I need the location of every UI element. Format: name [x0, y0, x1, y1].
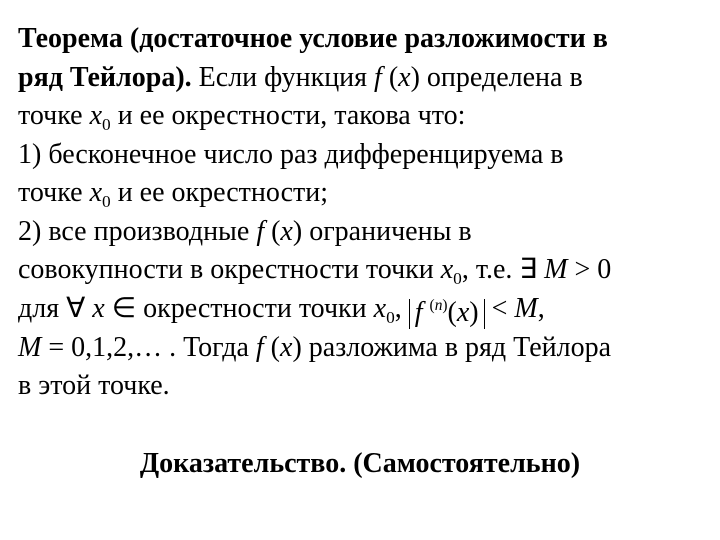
text: точке: [18, 100, 90, 131]
subscript: 0: [102, 192, 111, 212]
conclusion-line-2: в этой точке.: [18, 370, 170, 401]
math-x: x: [440, 254, 454, 285]
math-x: x: [280, 331, 293, 363]
text: Если функция: [191, 61, 375, 93]
text: для ∀: [18, 292, 93, 324]
theorem-title: Теорема (достаточное условие разложимости в: [18, 23, 608, 54]
text: = 0,1,2,… . Тогда: [41, 331, 256, 363]
math-x: x: [89, 177, 102, 208]
text: разложима в ряд Тейлора: [301, 331, 612, 363]
text: ограничены в: [302, 215, 472, 247]
text: и ее окрестности;: [110, 177, 329, 208]
math-x: x: [89, 100, 102, 131]
proof-heading: Доказательство. (Самостоятельно): [139, 448, 581, 479]
abs-derivative: f $^{(n)}$(x): [409, 299, 485, 329]
text: <: [484, 292, 515, 324]
math-x: x: [280, 215, 293, 247]
text: ∈ окрестности точки: [104, 292, 374, 324]
text: точке: [18, 177, 90, 208]
theorem-text: [18, 20, 708, 406]
math-M: M: [514, 292, 538, 324]
math-M: M: [18, 331, 42, 363]
text: 2) все производные: [18, 215, 257, 247]
math-x: x: [92, 292, 105, 324]
text: ,: [537, 292, 545, 324]
text: совокупности в окрестности точки: [18, 254, 441, 285]
theorem-line-3: [18, 97, 708, 136]
subscript: 0: [386, 307, 395, 327]
math-x: x: [373, 292, 387, 324]
condition-2-line-2: [18, 251, 708, 290]
math-f: f: [256, 215, 265, 247]
math-f: f: [255, 331, 264, 363]
derivative-order: (n): [429, 296, 448, 314]
subscript: 0: [102, 115, 111, 135]
condition-2-line-1: 2) все производные f (x) ограничены в: [18, 215, 472, 247]
condition-1-line-1: 1) бесконечное число раз дифференцируема в: [18, 138, 564, 170]
conclusion-line-1: M = 0,1,2,… . Тогда f (x) разложима в ряд Тейлора: [18, 331, 612, 363]
text: определена в: [419, 61, 583, 93]
math-M: M: [544, 254, 568, 285]
theorem-title-line: [18, 20, 708, 59]
text: и ее окрестности, такова что:: [110, 100, 466, 131]
math-n: n: [434, 296, 443, 314]
subscript: 0: [453, 269, 462, 289]
math-x: x: [456, 296, 470, 328]
condition-2-line-3: для ∀ x ∈ окрестности точки $x_0$, f $^{(n)}$(x) < M,: [18, 292, 545, 328]
condition-1-line-2: [18, 174, 708, 213]
theorem-line-2: ряд Тейлора). Если функция f (x) определена в: [18, 61, 583, 93]
math-f: f: [414, 296, 423, 328]
theorem-title-end: ряд Тейлора).: [18, 61, 192, 93]
text: , т.е. ∃: [461, 254, 545, 285]
math-f: f: [374, 61, 382, 93]
text: > 0: [567, 254, 612, 285]
math-x: x: [398, 61, 411, 93]
